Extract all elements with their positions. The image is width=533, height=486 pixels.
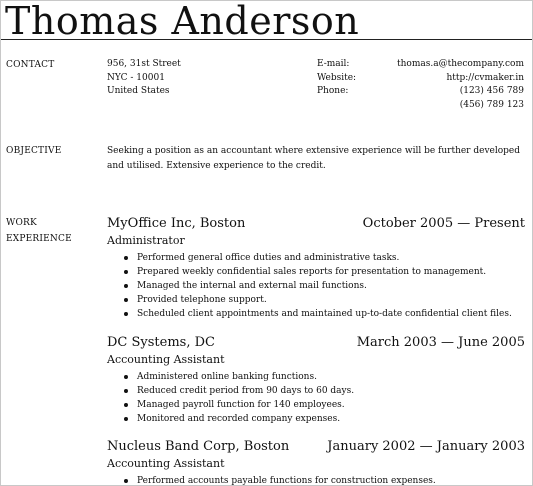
job-duties-list [107, 474, 525, 486]
job-entry [107, 334, 525, 426]
job-duty-item: Managed payroll function for 140 employees. [137, 398, 525, 412]
job-title: Accounting Assistant [107, 353, 225, 366]
job-entry [107, 438, 525, 486]
email-label: E-mail: [317, 59, 350, 69]
section-label-work-experience [6, 215, 72, 247]
job-company: MyOffice Inc, Boston [107, 216, 246, 231]
address-line: 956, 31st Street [107, 59, 181, 69]
job-dates: March 2003 — June 2005 [356, 335, 525, 350]
job-duty-item: Performed accounts payable functions for construction expenses. [137, 474, 525, 486]
job-duties-list [107, 370, 525, 426]
phone-label: Phone: [317, 86, 349, 97]
phone-number: (456) 789 123 [459, 99, 524, 110]
objective-text: Seeking a position as an accountant where extensive experience will be further developed and utilised. Extensive experience to the credit. [107, 146, 520, 171]
job-duty-item: Scheduled client appointments and maintained up-to-date confidential client files. [137, 307, 525, 321]
job-duties-list [107, 251, 525, 321]
header-divider [1, 39, 532, 40]
section-label-objective: OBJECTIVE [6, 146, 62, 156]
job-duty-item: Monitored and recorded company expenses. [137, 412, 525, 426]
job-header [107, 215, 525, 233]
contact-labels [317, 58, 356, 99]
job-dates: January 2002 — January 2003 [327, 439, 525, 454]
job-title: Accounting Assistant [107, 457, 225, 470]
website-label: Website: [317, 72, 357, 83]
contact-values [397, 58, 524, 112]
address-line: United States [107, 86, 170, 97]
job-dates: October 2005 — Present [362, 216, 525, 231]
job-header [107, 334, 525, 352]
job-company: DC Systems, DC [107, 335, 215, 350]
phone-number: (123) 456 789 [459, 86, 524, 97]
section-label-line: WORK [6, 218, 37, 228]
job-duty-item: Prepared weekly confidential sales reports for presentation to management. [137, 265, 525, 279]
resume-name: Thomas Anderson [5, 0, 360, 43]
job-header [107, 438, 525, 456]
job-duty-item: Managed the internal and external mail functions. [137, 279, 525, 293]
job-entry [107, 215, 525, 321]
website-link[interactable]: http://cvmaker.in [446, 72, 524, 83]
section-label-contact: CONTACT [6, 60, 55, 70]
job-company: Nucleus Band Corp, Boston [107, 439, 290, 454]
section-label-line: EXPERIENCE [6, 234, 72, 244]
address-line: NYC - 10001 [107, 72, 165, 83]
job-duty-item: Provided telephone support. [137, 293, 525, 307]
email-link[interactable]: thomas.a@thecompany.com [397, 59, 524, 69]
job-duty-item: Performed general office duties and administrative tasks. [137, 251, 525, 265]
job-title: Administrator [107, 234, 185, 247]
contact-address [107, 58, 181, 99]
job-duty-item: Reduced credit period from 90 days to 60 days. [137, 384, 525, 398]
job-duty-item: Administered online banking functions. [137, 370, 525, 384]
